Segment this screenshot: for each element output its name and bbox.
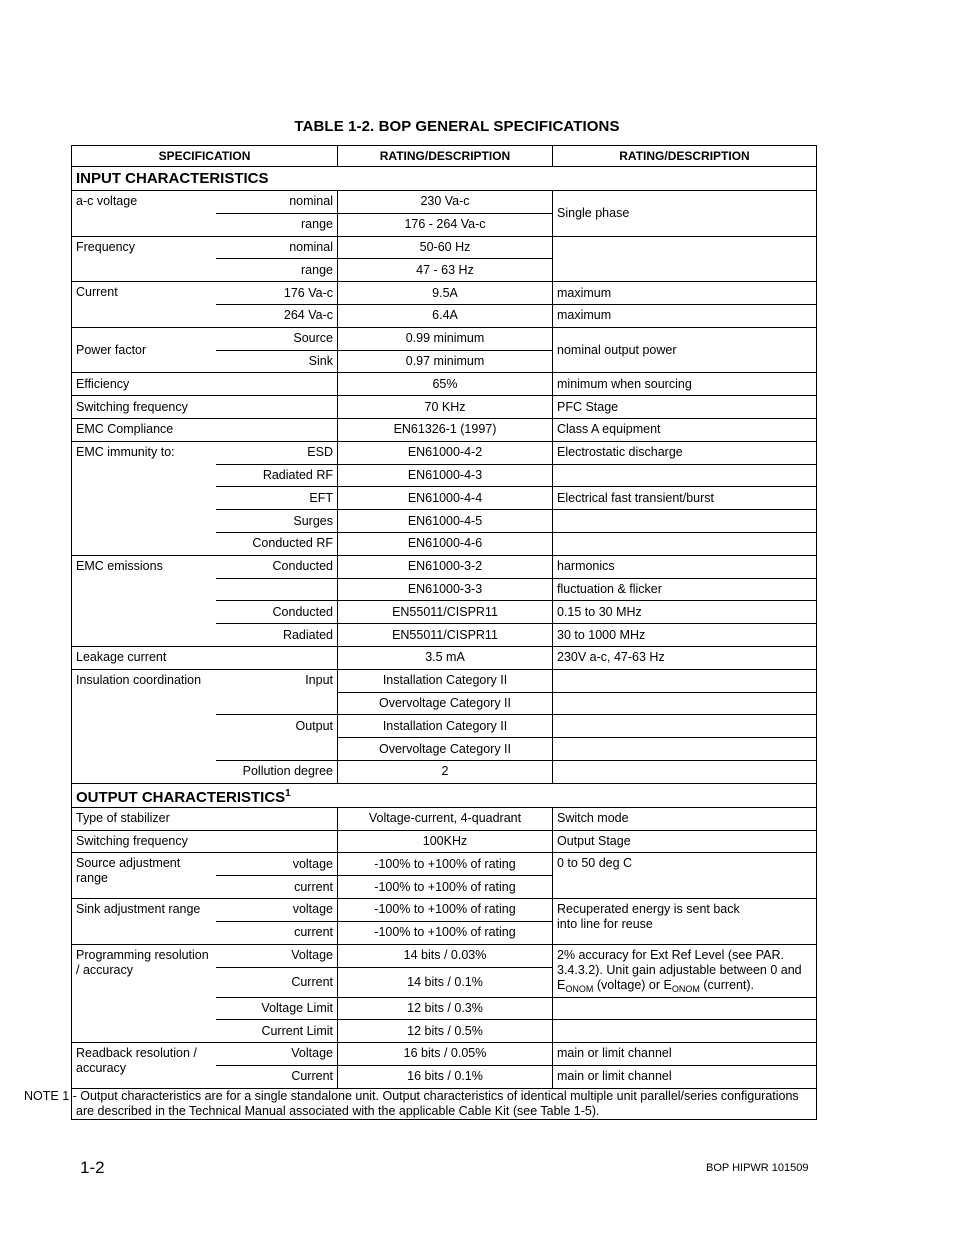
- spec-label: Leakage current: [72, 646, 338, 669]
- table-row: [72, 282, 817, 305]
- spec-sub: EFT: [216, 487, 338, 510]
- table-row: [72, 555, 817, 578]
- spec-value: Overvoltage Category II: [338, 692, 553, 715]
- spec-sub: Voltage Limit: [216, 997, 338, 1020]
- spec-sub: current: [216, 921, 338, 944]
- spec-sub: voltage: [216, 853, 338, 876]
- spec-desc: Single phase: [553, 191, 817, 237]
- spec-sub: [216, 692, 338, 715]
- specifications-table: [24, 145, 817, 1120]
- spec-value: 9.5A: [338, 282, 553, 305]
- spec-value: 0.99 minimum: [338, 327, 553, 350]
- table-row: [72, 396, 817, 419]
- spec-label: EMC emissions: [72, 555, 216, 646]
- spec-sub: voltage: [216, 898, 338, 921]
- spec-sub: 176 Va-c: [216, 282, 338, 305]
- spec-value: EN61000-4-5: [338, 510, 553, 533]
- spec-desc: nominal output power: [553, 327, 817, 373]
- header-rating-2: RATING/DESCRIPTION: [553, 146, 817, 167]
- footnote-marker: 1: [285, 787, 291, 799]
- spec-desc: [553, 738, 817, 761]
- table-row: [72, 898, 817, 921]
- spec-desc: 0.15 to 30 MHz: [553, 601, 817, 624]
- spec-value: -100% to +100% of rating: [338, 921, 553, 944]
- spec-desc: [553, 944, 817, 997]
- spec-sub: Current: [216, 1065, 338, 1088]
- spec-sub: Source: [216, 327, 338, 350]
- spec-value: EN61000-4-6: [338, 532, 553, 555]
- section-input-title: INPUT CHARACTERISTICS: [72, 167, 817, 191]
- table-row: [72, 236, 817, 259]
- spec-value: 176 - 264 Va-c: [338, 213, 553, 236]
- spec-sub: nominal: [216, 191, 338, 214]
- spec-value: 16 bits / 0.1%: [338, 1065, 553, 1088]
- table-row: [72, 191, 817, 214]
- spec-sub: 264 Va-c: [216, 304, 338, 327]
- spec-desc: main or limit channel: [553, 1065, 817, 1088]
- spec-desc: maximum: [553, 282, 817, 305]
- spec-desc: Electrostatic discharge: [553, 441, 817, 464]
- spec-label: Frequency: [72, 236, 216, 282]
- spec-label: Programming resolution / accuracy: [72, 944, 216, 1043]
- spec-desc: main or limit channel: [553, 1043, 817, 1066]
- spec-label: Power factor: [72, 327, 216, 373]
- note-row: [72, 1088, 817, 1119]
- spec-value: EN61000-3-3: [338, 578, 553, 601]
- spec-value: Installation Category II: [338, 715, 553, 738]
- section-row-output: [72, 783, 817, 807]
- spec-desc: [553, 715, 817, 738]
- programming-desc-text: (current).: [699, 977, 755, 992]
- header-specification: SPECIFICATION: [72, 146, 338, 167]
- spec-desc: Class A equipment: [553, 418, 817, 441]
- spec-value: 50-60 Hz: [338, 236, 553, 259]
- spec-sub: Surges: [216, 510, 338, 533]
- spec-value: 6.4A: [338, 304, 553, 327]
- spec-desc: minimum when sourcing: [553, 373, 817, 396]
- spec-value: 16 bits / 0.05%: [338, 1043, 553, 1066]
- spec-value: 100KHz: [338, 830, 553, 853]
- spec-label: Current: [72, 282, 216, 328]
- document-id: BOP HIPWR 101509: [706, 1162, 809, 1174]
- spec-sub: Conducted: [216, 601, 338, 624]
- spec-label: Type of stabilizer: [72, 807, 338, 830]
- spec-sub: Sink: [216, 350, 338, 373]
- spec-value: -100% to +100% of rating: [338, 876, 553, 899]
- spec-desc: PFC Stage: [553, 396, 817, 419]
- spec-value: EN61000-4-4: [338, 487, 553, 510]
- spec-label: EMC Compliance: [72, 418, 338, 441]
- spec-value: Installation Category II: [338, 669, 553, 692]
- spec-value: 12 bits / 0.3%: [338, 997, 553, 1020]
- spec-desc: maximum: [553, 304, 817, 327]
- spec-sub: Current: [216, 967, 338, 997]
- section-output-text: OUTPUT CHARACTERISTICS: [76, 788, 286, 806]
- table-row: [72, 853, 817, 876]
- spec-desc: Recuperated energy is sent back into line for reuse: [553, 898, 817, 944]
- spec-sub: Input: [216, 669, 338, 692]
- spec-desc: harmonics: [553, 555, 817, 578]
- spec-value: 2: [338, 760, 553, 783]
- spec-sub: current: [216, 876, 338, 899]
- spec-sub: Voltage: [216, 1043, 338, 1066]
- spec-desc: Electrical fast transient/burst: [553, 487, 817, 510]
- programming-desc-text: (voltage) or E: [593, 977, 672, 992]
- spec-label: a-c voltage: [72, 191, 216, 237]
- spec-value: -100% to +100% of rating: [338, 898, 553, 921]
- spec-desc: [553, 692, 817, 715]
- spec-label: Efficiency: [72, 373, 338, 396]
- spec-desc: [553, 669, 817, 692]
- spec-label: Readback resolution / accuracy: [72, 1043, 216, 1089]
- table-header-row: [72, 146, 817, 167]
- spec-sub: Radiated: [216, 624, 338, 647]
- spec-value: 47 - 63 Hz: [338, 259, 553, 282]
- section-row-input: [72, 167, 817, 191]
- table-row: [72, 327, 817, 350]
- table-row: [72, 418, 817, 441]
- spec-label: Switching frequency: [72, 396, 338, 419]
- spec-desc: [553, 532, 817, 555]
- spec-label: Insulation coordination: [72, 669, 216, 783]
- spec-label: Source adjustment range: [72, 853, 216, 899]
- spec-value: 14 bits / 0.03%: [338, 944, 553, 967]
- table-row: [72, 1043, 817, 1066]
- spec-label: Switching frequency: [72, 830, 338, 853]
- spec-sub: Current Limit: [216, 1020, 338, 1043]
- spec-sub: [216, 738, 338, 761]
- spec-sub: Output: [216, 715, 338, 738]
- table-row: [72, 807, 817, 830]
- spec-desc: 0 to 50 deg C: [553, 853, 817, 899]
- spec-sub: nominal: [216, 236, 338, 259]
- spec-desc: [553, 1020, 817, 1043]
- spec-desc: Switch mode: [553, 807, 817, 830]
- footnote-text: NOTE 1 - Output characteristics are for a single standalone unit. Output characteristics of identical multiple unit parallel/series configurations are described in the Technical Manual associated with the applicable Cable Kit (see Table 1-5).: [72, 1088, 817, 1119]
- spec-desc: Output Stage: [553, 830, 817, 853]
- table-title: TABLE 1-2. BOP GENERAL SPECIFICATIONS: [294, 118, 620, 135]
- spec-sub: Radiated RF: [216, 464, 338, 487]
- spec-desc: 30 to 1000 MHz: [553, 624, 817, 647]
- spec-desc: fluctuation & flicker: [553, 578, 817, 601]
- spec-value: EN55011/CISPR11: [338, 601, 553, 624]
- spec-sub: Conducted: [216, 555, 338, 578]
- spec-value: EN61000-3-2: [338, 555, 553, 578]
- table-row: [72, 441, 817, 464]
- spec-sub: Voltage: [216, 944, 338, 967]
- spec-value: EN61000-4-2: [338, 441, 553, 464]
- subscript-onom: ONOM: [565, 983, 594, 994]
- spec-value: 0.97 minimum: [338, 350, 553, 373]
- table-row: [72, 646, 817, 669]
- spec-desc: [553, 464, 817, 487]
- spec-desc: [553, 236, 817, 282]
- spec-value: 14 bits / 0.1%: [338, 967, 553, 997]
- table-row: [72, 944, 817, 967]
- spec-value: Voltage-current, 4-quadrant: [338, 807, 553, 830]
- spec-value: EN55011/CISPR11: [338, 624, 553, 647]
- page-number: 1-2: [80, 1158, 105, 1177]
- spec-value: -100% to +100% of rating: [338, 853, 553, 876]
- spec-value: 65%: [338, 373, 553, 396]
- section-output-title: [72, 783, 817, 807]
- spec-sub: ESD: [216, 441, 338, 464]
- spec-value: 3.5 mA: [338, 646, 553, 669]
- programming-desc-text: 2% accuracy for Ext Ref Level (see PAR. 3.4.3.2). Unit gain adjustable between 0 and E: [557, 947, 802, 992]
- spec-sub: range: [216, 259, 338, 282]
- table-row: [72, 373, 817, 396]
- spec-desc: [553, 997, 817, 1020]
- spec-desc: [553, 510, 817, 533]
- spec-value: EN61326-1 (1997): [338, 418, 553, 441]
- spec-value: 12 bits / 0.5%: [338, 1020, 553, 1043]
- spec-label: EMC immunity to:: [72, 441, 216, 555]
- spec-value: 230 Va-c: [338, 191, 553, 214]
- spec-sub: Pollution degree: [216, 760, 338, 783]
- spec-desc: 230V a-c, 47-63 Hz: [553, 646, 817, 669]
- spec-desc: [553, 760, 817, 783]
- spec-label: Sink adjustment range: [72, 898, 216, 944]
- header-rating-1: RATING/DESCRIPTION: [338, 146, 553, 167]
- spec-sub: Conducted RF: [216, 532, 338, 555]
- subscript-onom: ONOM: [671, 983, 700, 994]
- table-row: [72, 669, 817, 692]
- spec-value: Overvoltage Category II: [338, 738, 553, 761]
- spec-value: EN61000-4-3: [338, 464, 553, 487]
- spec-sub: range: [216, 213, 338, 236]
- spec-sub: [216, 578, 338, 601]
- table-row: [72, 830, 817, 853]
- spec-value: 70 KHz: [338, 396, 553, 419]
